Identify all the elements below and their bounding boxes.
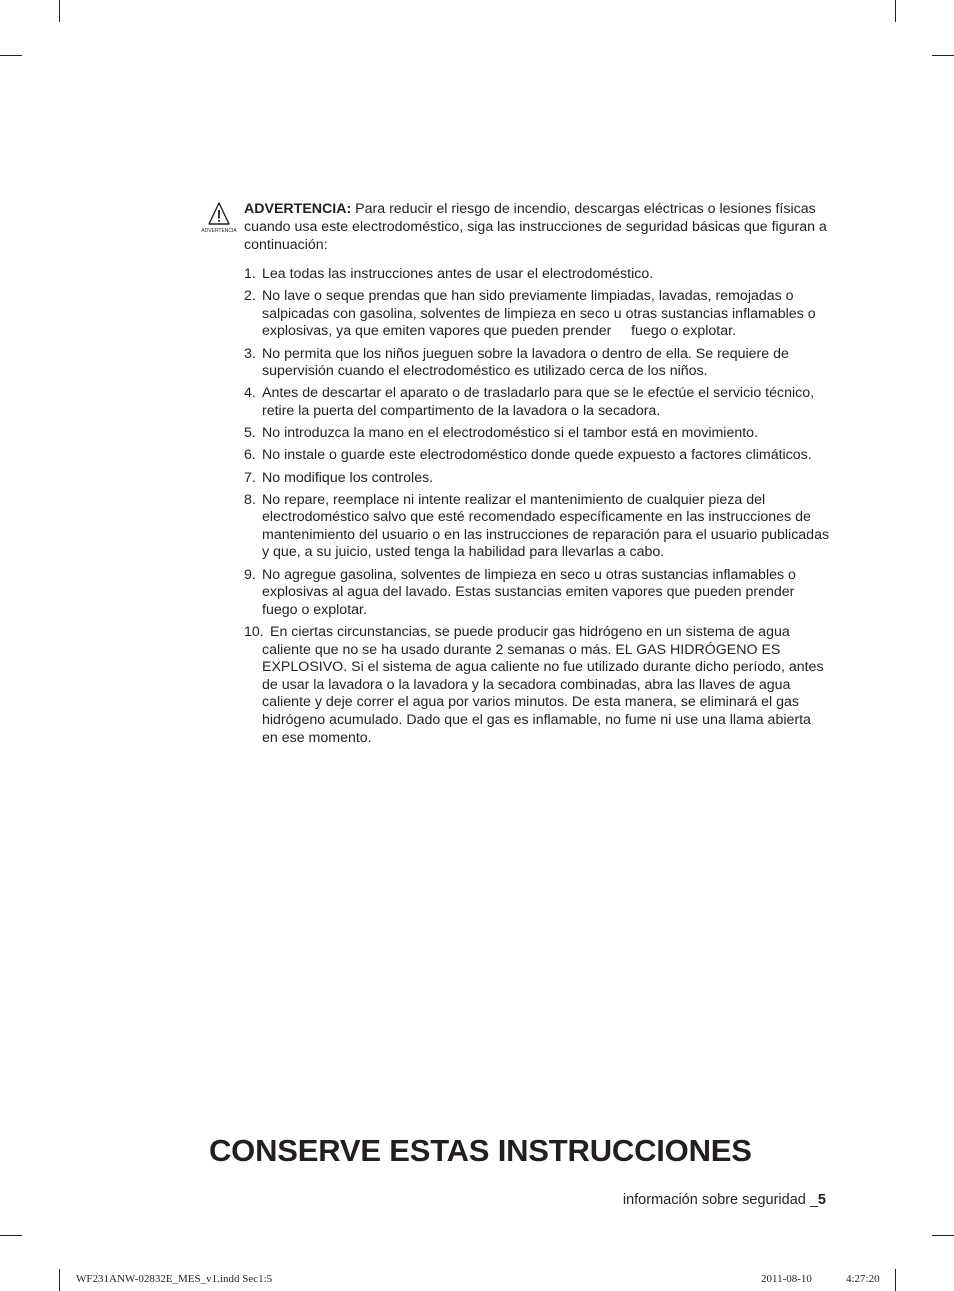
list-item-text: Antes de descartar el aparato o de trasladarlo para que se le efectúe el servicio técnico, retire la puerta del compartimento de la lavadora o la secadora.	[262, 385, 815, 419]
list-item	[244, 266, 830, 284]
crop-mark	[895, 1269, 896, 1291]
list-item-number: 7.	[244, 469, 256, 486]
list-item-text: No repare, reemplace ni intente realizar el mantenimiento de cualquier pieza del electrodoméstico salvo que esté recomendado específicamente en las instrucciones de mantenimiento del usuario o en las instrucciones de reparación para el usuario publicadas y que, a su juicio, usted tenga la habilidad para llevarlas a cabo.	[262, 491, 830, 561]
list-item	[244, 425, 830, 443]
list-item-text: No introduzca la mano en el electrodoméstico si el tambor está en movimiento.	[262, 425, 759, 442]
list-item	[244, 492, 830, 562]
list-item-text: No instale o guarde este electrodoméstico donde quede expuesto a factores climáticos.	[262, 447, 812, 464]
list-item-number: 1.	[244, 266, 256, 282]
list-item-number: 10.	[244, 624, 264, 641]
page-number: 5	[817, 1192, 826, 1208]
footer-section-text: información sobre seguridad _	[622, 1192, 818, 1208]
crop-mark	[932, 1235, 954, 1236]
list-item-text: Lea todas las instrucciones antes de usar el electrodoméstico.	[262, 266, 654, 282]
safety-instructions-list	[244, 266, 830, 752]
footer-section-label	[623, 1192, 826, 1208]
warning-lead: ADVERTENCIA:	[244, 201, 352, 217]
list-item	[244, 346, 830, 381]
list-item	[244, 288, 830, 341]
warning-triangle-shape	[208, 202, 230, 226]
slug-date: 2011-08-10	[761, 1273, 812, 1285]
list-item-number: 8.	[244, 491, 256, 508]
list-item-text: No modifique los controles.	[262, 469, 434, 486]
save-instructions-title: CONSERVE ESTAS INSTRUCCIONES	[209, 1133, 752, 1168]
list-item-number: 4.	[244, 385, 256, 402]
crop-mark	[0, 1235, 22, 1236]
crop-mark	[895, 0, 896, 22]
warning-intro	[244, 200, 830, 254]
crop-mark	[59, 0, 60, 22]
crop-mark	[59, 1269, 60, 1291]
list-item-number: 6.	[244, 447, 256, 464]
list-item	[244, 447, 830, 465]
list-item-number: 2.	[244, 288, 256, 305]
list-item-number: 3.	[244, 345, 256, 362]
crop-mark	[0, 55, 22, 56]
warning-icon-label: ADVERTENCIA	[201, 228, 237, 234]
slug-time: 4:27:20	[846, 1273, 880, 1285]
list-item	[244, 567, 830, 620]
list-item	[244, 624, 830, 747]
list-item-text: En ciertas circunstancias, se puede producir gas hidrógeno en un sistema de agua caliente que no se ha usado durante 2 semanas o más. EL GAS HIDRÓGENO ES EXPLOSIVO. Si el sistema de agua caliente no fue utilizado durante dicho período, antes de usar la lavadora o la lavadora y la secadora combinadas, abra las llaves de agua caliente y deje correr el agua por varios minutos. De esta manera, se eliminará el gas hidrógeno acumulado. Dado que el gas es inflamable, no fume ni use una llama abierta en ese momento.	[262, 624, 824, 746]
list-item	[244, 385, 830, 420]
warning-text: Para reducir el riesgo de incendio, descargas eléctricas o lesiones físicas cuando usa este electrodoméstico, siga las instrucciones de seguridad básicas que figuran a continuación:	[244, 201, 827, 253]
list-item-text: No permita que los niños jueguen sobre la lavadora o dentro de ella. Se requiere de supervisión cuando el electrodoméstico es utilizado cerca de los niños.	[262, 345, 789, 380]
warning-triangle-icon	[200, 202, 238, 236]
list-item-text: No agregue gasolina, solventes de limpieza en seco u otras sustancias inflamables o explosivas al agua del lavado. Estas sustancias emiten vapores que pueden prender fuego o explotar.	[262, 566, 796, 618]
slug-file: WF231ANW-02832E_MES_v1.indd Sec1:5	[76, 1273, 273, 1285]
list-item-text: No lave o seque prendas que han sido previamente limpiadas, lavadas, remojadas o salpicadas con gasolina, solventes de limpieza en seco u otras sustancias inflamables o explosivas, ya que emiten vapores que pueden prender fuego o explotar.	[262, 288, 820, 340]
list-item-number: 5.	[244, 425, 256, 442]
crop-mark	[932, 55, 954, 56]
list-item-number: 9.	[244, 566, 256, 583]
list-item	[244, 470, 830, 488]
